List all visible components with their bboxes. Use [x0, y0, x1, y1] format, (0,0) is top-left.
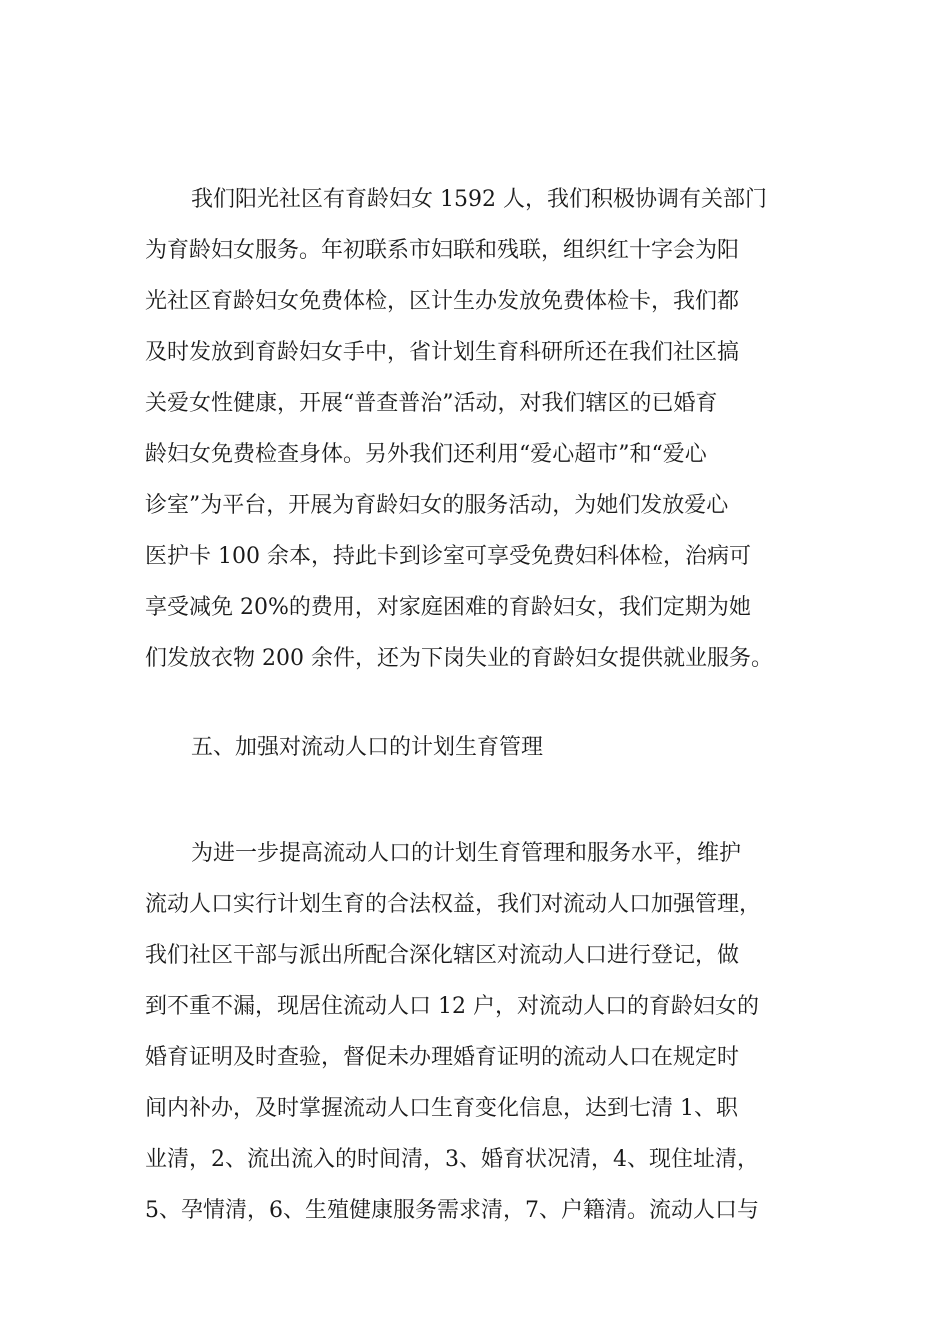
section-heading-text: 五、加强对流动人口的计划生育管理: [191, 735, 544, 760]
section-heading: [145, 722, 835, 773]
paragraph-line: 诊室”为平台，开展为育龄妇女的服务活动，为她们发放爱心: [145, 493, 729, 518]
paragraph-line: 为育龄妇女服务。年初联系市妇联和残联，组织红十字会为阳: [145, 238, 740, 263]
paragraph-line: 关爱女性健康，开展“普查普治”活动，对我们辖区的已婚育: [145, 391, 718, 416]
paragraph-line: 我们社区干部与派出所配合深化辖区对流动人口进行登记，做: [145, 943, 740, 968]
paragraph-line: 及时发放到育龄妇女手中，省计划生育科研所还在我们社区搞: [145, 340, 740, 365]
paragraph-line: 5、孕情清，6、生殖健康服务需求清，7、户籍清。流动人口与: [145, 1198, 759, 1223]
paragraph-line: 业清，2、流出流入的时间清，3、婚育状况清，4、现住址清，: [145, 1147, 759, 1172]
paragraph-line: 医护卡 100 余本，持此卡到诊室可享受免费妇科体检，治病可: [145, 544, 751, 569]
paragraph-line: 为进一步提高流动人口的计划生育管理和服务水平，维护: [191, 841, 742, 866]
paragraph-line: 龄妇女免费检查身体。另外我们还利用“爱心超市”和“爱心: [145, 442, 707, 467]
paragraph-line: 婚育证明及时查验，督促未办理婚育证明的流动人口在规定时: [145, 1045, 740, 1070]
paragraph-line: 光社区育龄妇女免费体检，区计生办发放免费体检卡，我们都: [145, 289, 740, 314]
paragraph-line: 到不重不漏，现居住流动人口 12 户，对流动人口的育龄妇女的: [145, 994, 759, 1019]
paragraph-floating-population: [145, 828, 835, 1236]
paragraph-line: 们发放衣物 200 余件，还为下岗失业的育龄妇女提供就业服务。: [145, 646, 773, 671]
paragraph-line: 间内补办，及时掌握流动人口生育变化信息，达到七清 1、职: [145, 1096, 738, 1121]
paragraph-line: 享受减免 20%的费用，对家庭困难的育龄妇女，我们定期为她: [145, 595, 751, 620]
paragraph-line: 我们阳光社区有育龄妇女 1592 人，我们积极协调有关部门: [191, 187, 767, 212]
paragraph-line: 流动人口实行计划生育的合法权益，我们对流动人口加强管理，: [145, 892, 762, 917]
paragraph-women-services: [145, 174, 835, 684]
